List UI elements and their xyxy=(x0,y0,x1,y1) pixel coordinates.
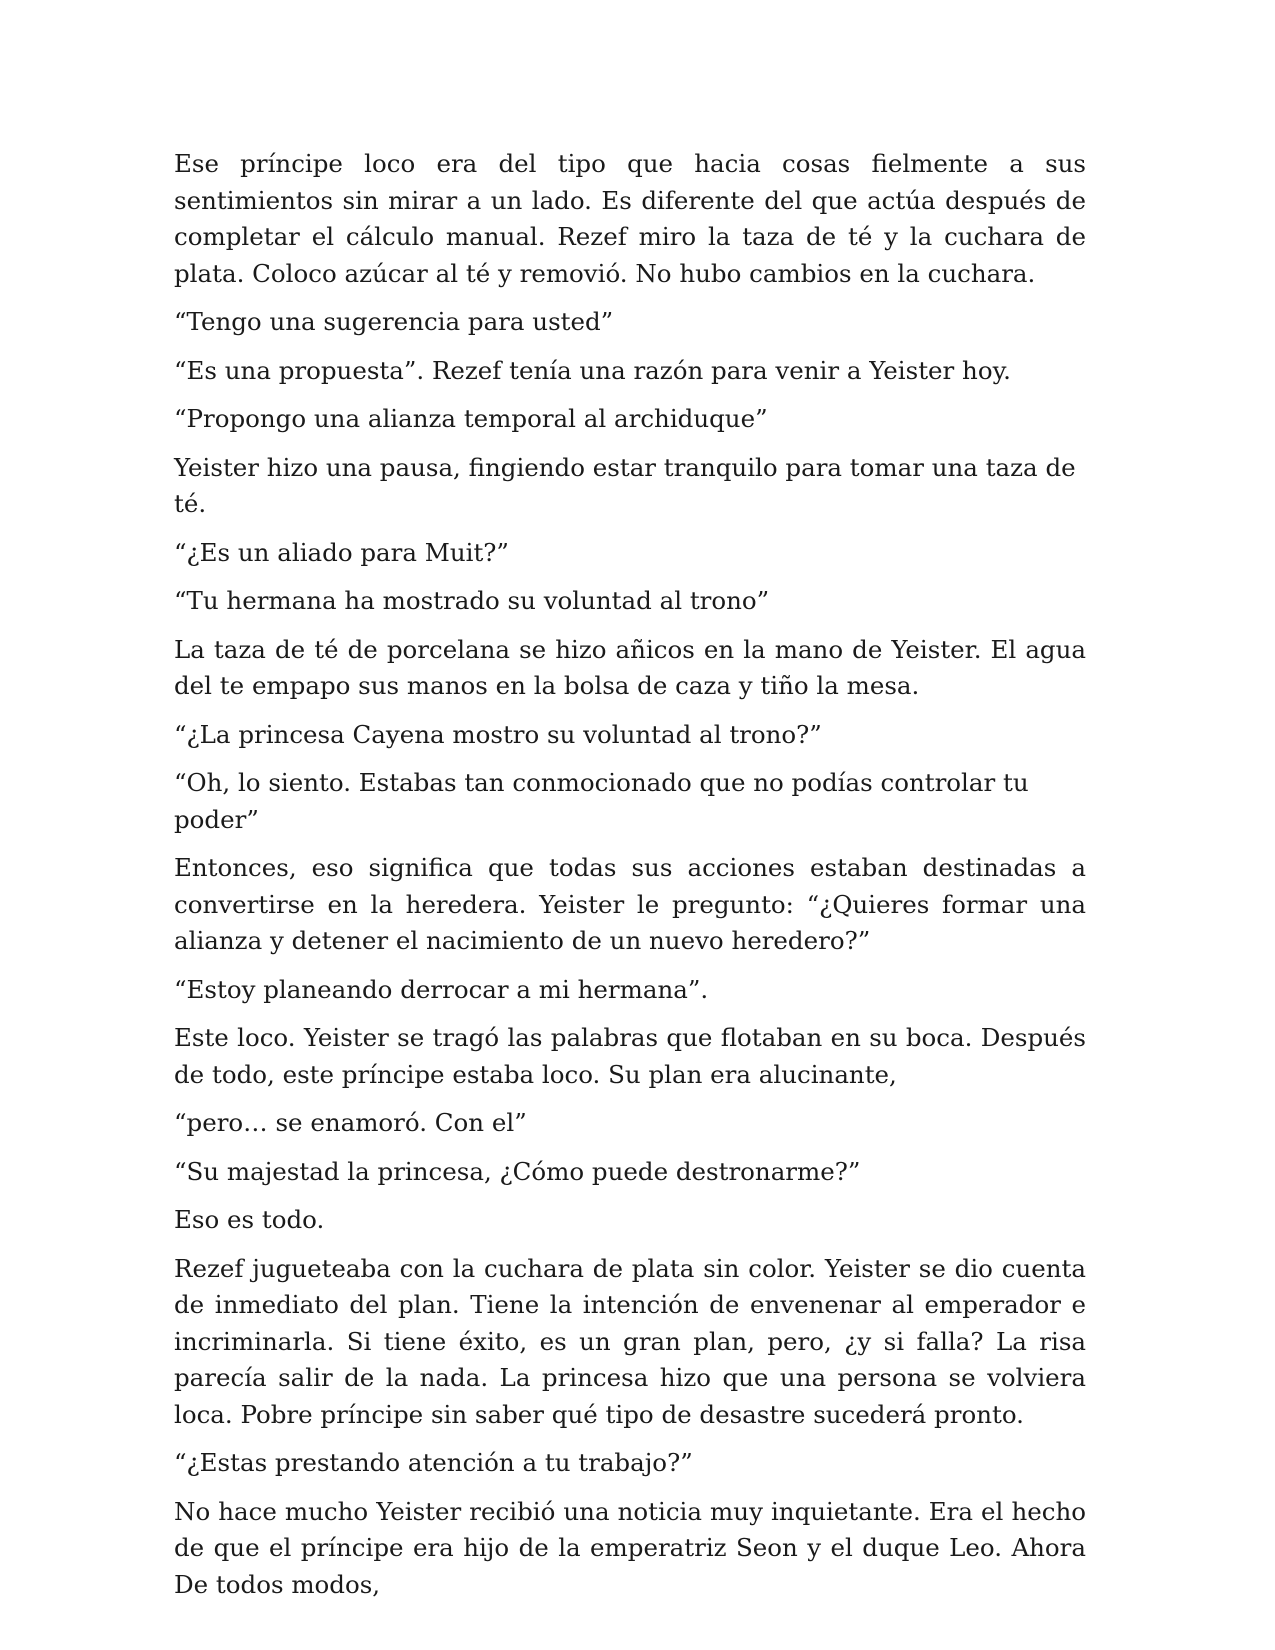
paragraph-2: “Tengo una sugerencia para usted” xyxy=(174,307,614,336)
paragraph-3: “Es una propuesta”. Rezef tenía una razón para venir a Yeister hoy. xyxy=(174,355,1011,385)
paragraph-15: “Su majestad la princesa, ¿Cómo puede destronarme?” xyxy=(174,1156,861,1186)
document-page xyxy=(174,146,1086,1615)
paragraph-6: “¿Es un aliado para Muit?” xyxy=(174,537,509,567)
paragraph-11: Entonces, eso significa que todas sus acciones estaban destinadas a convertirse en la heredera. Yeister le pregunto: “¿Quieres formar una alianza y detener el nacimiento de un nuevo heredero?” xyxy=(174,853,1086,955)
paragraph-8: La taza de té de porcelana se hizo añicos en la mano de Yeister. El agua del te empapo sus manos en la bolsa de caza y tiño la mesa. xyxy=(174,634,1086,700)
paragraph-5: Yeister hizo una pausa, fingiendo estar tranquilo para tomar una taza de té. xyxy=(174,452,1076,518)
paragraph-14: “pero… se enamoró. Con el” xyxy=(174,1108,527,1137)
paragraph-4: “Propongo una alianza temporal al archiduque” xyxy=(174,404,768,433)
paragraph-16: Eso es todo. xyxy=(174,1205,325,1234)
paragraph-1: Ese príncipe loco era del tipo que hacia cosas fielmente a sus sentimientos sin mirar a un lado. Es diferente del que actúa después de completar el cálculo manual. Rezef miro la taza de té y la cuchara de plata. Coloco azúcar al té y removió. No hubo cambios en la cuchara. xyxy=(174,149,1086,288)
paragraph-19: No hace mucho Yeister recibió una noticia muy inquietante. Era el hecho de que el príncipe era hijo de la emperatriz Seon y el duque Leo. Ahora De todos modos, xyxy=(174,1496,1086,1599)
paragraph-9: “¿La princesa Cayena mostro su voluntad al trono?” xyxy=(174,719,822,749)
paragraph-13: Este loco. Yeister se tragó las palabras que flotaban en su boca. Después de todo, este príncipe estaba loco. Su plan era alucinante, xyxy=(174,1023,1086,1089)
paragraph-10: “Oh, lo siento. Estabas tan conmocionado que no podías controlar tu poder” xyxy=(174,768,1029,834)
paragraph-18: “¿Estas prestando atención a tu trabajo?” xyxy=(174,1448,693,1477)
paragraph-7: “Tu hermana ha mostrado su voluntad al trono” xyxy=(174,586,770,615)
paragraph-12: “Estoy planeando derrocar a mi hermana”. xyxy=(174,974,709,1004)
paragraph-17: Rezef jugueteaba con la cuchara de plata sin color. Yeister se dio cuenta de inmediato del plan. Tiene la intención de envenenar al emperador e incriminarla. Si tiene éxito, es un gran plan, pero, ¿y si falla? La risa parecía salir de la nada. La princesa hizo que una persona se volviera loca. Pobre príncipe sin saber qué tipo de desastre sucederá pronto. xyxy=(174,1253,1086,1429)
